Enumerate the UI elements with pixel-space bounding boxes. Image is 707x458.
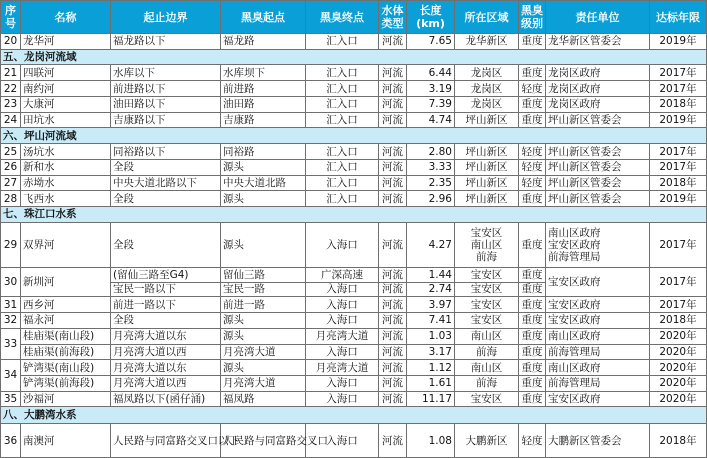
- table-row: [1, 144, 707, 160]
- start-cell: 源头: [221, 328, 306, 344]
- table-row: [1, 313, 707, 329]
- start-cell: 月亮湾大道: [221, 375, 306, 391]
- unit-cell: [546, 222, 650, 267]
- table-row: [1, 424, 707, 458]
- table-row: [1, 159, 707, 175]
- unit-cell: 宝安区政府: [546, 313, 650, 329]
- district-cell: [455, 222, 519, 267]
- table-row: [1, 34, 707, 50]
- year-cell: 2020年: [650, 328, 707, 344]
- type-cell: 河流: [379, 112, 407, 128]
- year-cell: 2019年: [650, 34, 707, 50]
- unit-cell: 坪山新区管委会: [546, 112, 650, 128]
- start-cell: 油田路: [221, 96, 306, 112]
- river-name: 双界河: [21, 222, 111, 267]
- district-cell: 前海: [455, 344, 519, 360]
- level-cell: 轻度: [519, 175, 546, 191]
- district-cell: 龙岗区: [455, 81, 519, 97]
- boundary-cell: (留仙三路至G4): [111, 267, 221, 282]
- boundary-cell: 月亮湾大道以东: [111, 328, 221, 344]
- type-cell: 河流: [379, 222, 407, 267]
- section-title: 八、大鹏湾水系: [1, 407, 707, 424]
- district-cell: 宝安区: [455, 297, 519, 313]
- section-row: [1, 407, 707, 424]
- end-cell: 入海口: [306, 344, 379, 360]
- cell-line: 前海: [476, 250, 497, 263]
- row-number: 23: [1, 96, 21, 112]
- level-cell: 重度: [519, 375, 546, 391]
- level-cell: 重度: [519, 34, 546, 50]
- section-title: 六、坪山河流域: [1, 128, 707, 144]
- end-cell: 入海口: [306, 391, 379, 407]
- district-cell: 坪山新区: [455, 112, 519, 128]
- start-cell: 留仙三路: [221, 267, 306, 282]
- row-number: 28: [1, 191, 21, 207]
- section-title: 七、珠江口水系: [1, 207, 707, 223]
- year-cell: 2018年: [650, 424, 707, 458]
- district-cell: 龙岗区: [455, 65, 519, 81]
- year-cell: 2018年: [650, 313, 707, 329]
- start-cell: 月亮湾大道: [221, 344, 306, 360]
- start-cell: 福龙路: [221, 34, 306, 50]
- type-cell: 河流: [379, 191, 407, 207]
- table-row: [1, 360, 707, 376]
- river-name: 福永河: [21, 313, 111, 329]
- header-year: 达标年限: [650, 1, 707, 34]
- year-cell: 2019年: [650, 112, 707, 128]
- length-cell: 4.74: [407, 112, 455, 128]
- length-cell: 3.97: [407, 297, 455, 313]
- year-cell: 2017年: [650, 144, 707, 160]
- row-number: 34: [1, 360, 21, 391]
- length-cell: 4.27: [407, 222, 455, 267]
- table-row: [1, 391, 707, 407]
- cell-line: 宝安区政府: [548, 238, 601, 251]
- start-cell: 源头: [221, 360, 306, 376]
- level-cell: 轻度: [519, 144, 546, 160]
- header-row: [1, 1, 707, 34]
- unit-cell: 龙岗区政府: [546, 65, 650, 81]
- header-name: 名称: [21, 1, 111, 34]
- row-number: 32: [1, 313, 21, 329]
- end-cell: 汇入口: [306, 96, 379, 112]
- year-cell: 2017年: [650, 159, 707, 175]
- type-cell: 河流: [379, 360, 407, 376]
- level-cell: 重度: [519, 96, 546, 112]
- start-cell: 中央大道北路: [221, 175, 306, 191]
- boundary-cell: 全段: [111, 222, 221, 267]
- district-cell: 龙岗区: [455, 96, 519, 112]
- unit-cell: 龙岗区政府: [546, 96, 650, 112]
- start-cell: 前进一路: [221, 297, 306, 313]
- header-start: 黑臭起点: [221, 1, 306, 34]
- district-cell: 南山区: [455, 360, 519, 376]
- year-cell: 2020年: [650, 375, 707, 391]
- start-cell: 同裕路: [221, 144, 306, 160]
- row-number: 27: [1, 175, 21, 191]
- boundary-cell: 全段: [111, 313, 221, 329]
- level-cell: 重度: [519, 391, 546, 407]
- river-name: 沙福河: [21, 391, 111, 407]
- unit-cell: 前海管理局: [546, 375, 650, 391]
- header-water-type: 水体类型: [379, 1, 407, 34]
- row-number: 21: [1, 65, 21, 81]
- level-cell: 重度: [519, 222, 546, 267]
- end-cell: 广深高速: [306, 267, 379, 282]
- end-cell: 入海口: [306, 424, 379, 458]
- cell-line: 宝安区: [470, 226, 503, 239]
- type-cell: 河流: [379, 328, 407, 344]
- table-row: [1, 344, 707, 360]
- unit-cell: 龙岗区政府: [546, 81, 650, 97]
- table-row: [1, 328, 707, 344]
- end-cell: 汇入口: [306, 175, 379, 191]
- table-row: [1, 297, 707, 313]
- header-district: 所在区域: [455, 1, 519, 34]
- table-row: [1, 191, 707, 207]
- row-number: 20: [1, 34, 21, 50]
- boundary-cell: 同裕路以下: [111, 144, 221, 160]
- level-cell: 重度: [519, 191, 546, 207]
- row-number: 30: [1, 267, 21, 296]
- table-row: [1, 222, 707, 267]
- type-cell: 河流: [379, 297, 407, 313]
- row-number: 29: [1, 222, 21, 267]
- section-title: 五、龙岗河流域: [1, 49, 707, 65]
- type-cell: 河流: [379, 424, 407, 458]
- boundary-cell: 前进一路以下: [111, 297, 221, 313]
- start-cell: 水库坝下: [221, 65, 306, 81]
- boundary-cell: 人民路与同富路交叉口以下: [111, 424, 221, 458]
- river-name: 南澳河: [21, 424, 111, 458]
- row-number: 22: [1, 81, 21, 97]
- cell-line: 南山区政府: [548, 226, 601, 239]
- district-cell: 龙华新区: [455, 34, 519, 50]
- length-cell: 1.61: [407, 375, 455, 391]
- start-cell: 福凤路: [221, 391, 306, 407]
- table-row: [1, 375, 707, 391]
- section-row: [1, 128, 707, 144]
- type-cell: 河流: [379, 81, 407, 97]
- level-cell: 重度: [519, 328, 546, 344]
- unit-cell: 坪山新区管委会: [546, 144, 650, 160]
- district-cell: 宝安区: [455, 267, 519, 282]
- river-name: 桂庙渠(南山段): [21, 328, 111, 344]
- header-boundary: 起止边界: [111, 1, 221, 34]
- end-cell: 入海口: [306, 375, 379, 391]
- length-cell: 6.44: [407, 65, 455, 81]
- length-cell: 2.74: [407, 282, 455, 297]
- district-cell: 坪山新区: [455, 191, 519, 207]
- end-cell: 汇入口: [306, 34, 379, 50]
- start-cell: 源头: [221, 159, 306, 175]
- end-cell: 汇入口: [306, 81, 379, 97]
- type-cell: 河流: [379, 375, 407, 391]
- boundary-cell: 全段: [111, 191, 221, 207]
- row-number: 26: [1, 159, 21, 175]
- level-cell: 重度: [519, 313, 546, 329]
- river-name: 田坑水: [21, 112, 111, 128]
- length-cell: 2.96: [407, 191, 455, 207]
- year-cell: 2018年: [650, 175, 707, 191]
- unit-cell: 宝安区政府: [546, 267, 650, 296]
- boundary-cell: 中央大道北路以下: [111, 175, 221, 191]
- boundary-cell: 水库以下: [111, 65, 221, 81]
- district-cell: 坪山新区: [455, 175, 519, 191]
- start-cell: 源头: [221, 313, 306, 329]
- district-cell: 前海: [455, 375, 519, 391]
- boundary-cell: 油田路以下: [111, 96, 221, 112]
- end-cell: 汇入口: [306, 191, 379, 207]
- length-cell: 3.17: [407, 344, 455, 360]
- river-name: 四联河: [21, 65, 111, 81]
- boundary-cell: 月亮湾大道以西: [111, 375, 221, 391]
- level-cell: 轻度: [519, 159, 546, 175]
- type-cell: 河流: [379, 144, 407, 160]
- start-cell: 吉康路: [221, 112, 306, 128]
- section-row: [1, 207, 707, 223]
- length-cell: 1.12: [407, 360, 455, 376]
- end-cell: 入海口: [306, 282, 379, 297]
- unit-cell: 坪山新区管委会: [546, 159, 650, 175]
- unit-cell: 南山区政府: [546, 360, 650, 376]
- river-name: 西乡河: [21, 297, 111, 313]
- length-cell: 3.19: [407, 81, 455, 97]
- start-cell: 宝民一路: [221, 282, 306, 297]
- cell-line: 前海管理局: [548, 250, 601, 263]
- river-name: 新圳河: [21, 267, 111, 296]
- river-name: 龙华河: [21, 34, 111, 50]
- river-name: 铲湾渠(南山段): [21, 360, 111, 376]
- length-cell: 7.39: [407, 96, 455, 112]
- start-cell: 前进路: [221, 81, 306, 97]
- river-name: 铲湾渠(前海段): [21, 375, 111, 391]
- unit-cell: 坪山新区管委会: [546, 175, 650, 191]
- cell-line: 南山区: [470, 238, 503, 251]
- district-cell: 坪山新区: [455, 159, 519, 175]
- length-cell: 3.33: [407, 159, 455, 175]
- level-cell: 重度: [519, 65, 546, 81]
- row-number: 25: [1, 144, 21, 160]
- district-cell: 宝安区: [455, 282, 519, 297]
- year-cell: 2017年: [650, 267, 707, 296]
- year-cell: 2017年: [650, 297, 707, 313]
- year-cell: 2017年: [650, 65, 707, 81]
- end-cell: 汇入口: [306, 112, 379, 128]
- year-cell: 2020年: [650, 344, 707, 360]
- table-row: [1, 267, 707, 282]
- year-cell: 2018年: [650, 96, 707, 112]
- end-cell: 汇入口: [306, 159, 379, 175]
- year-cell: 2019年: [650, 191, 707, 207]
- table-row: [1, 175, 707, 191]
- type-cell: 河流: [379, 34, 407, 50]
- level-cell: 重度: [519, 112, 546, 128]
- river-name: 大康河: [21, 96, 111, 112]
- length-cell: 1.08: [407, 424, 455, 458]
- end-cell: 月亮湾大道: [306, 360, 379, 376]
- length-cell: 2.35: [407, 175, 455, 191]
- district-cell: 宝安区: [455, 313, 519, 329]
- unit-cell: 宝安区政府: [546, 297, 650, 313]
- type-cell: 河流: [379, 267, 407, 282]
- level-cell: 重度: [519, 344, 546, 360]
- boundary-cell: 福凤路以下(函仔涌): [111, 391, 221, 407]
- row-number: 33: [1, 328, 21, 359]
- level-cell: 重度: [519, 360, 546, 376]
- boundary-cell: 月亮湾大道以东: [111, 360, 221, 376]
- boundary-cell: 福龙路以下: [111, 34, 221, 50]
- type-cell: 河流: [379, 96, 407, 112]
- river-name: 飞西水: [21, 191, 111, 207]
- header-length: 长度(km): [407, 1, 455, 34]
- length-cell: 2.80: [407, 144, 455, 160]
- start-cell: 源头: [221, 191, 306, 207]
- level-cell: 重度: [519, 267, 546, 282]
- unit-cell: 大鹏新区管委会: [546, 424, 650, 458]
- row-number: 36: [1, 424, 21, 458]
- end-cell: 汇入口: [306, 144, 379, 160]
- table-row: [1, 112, 707, 128]
- boundary-cell: 全段: [111, 159, 221, 175]
- boundary-cell: 吉康路以下: [111, 112, 221, 128]
- level-cell: 轻度: [519, 81, 546, 97]
- start-cell: 源头: [221, 222, 306, 267]
- table-row: [1, 96, 707, 112]
- row-number: 35: [1, 391, 21, 407]
- year-cell: 2017年: [650, 81, 707, 97]
- length-cell: 1.03: [407, 328, 455, 344]
- header-no: 序号: [1, 1, 21, 34]
- end-cell: 入海口: [306, 222, 379, 267]
- unit-cell: 宝安区政府: [546, 391, 650, 407]
- unit-cell: 南山区政府: [546, 328, 650, 344]
- header-unit: 责任单位: [546, 1, 650, 34]
- type-cell: 河流: [379, 282, 407, 297]
- river-name: 桂庙渠(前海段): [21, 344, 111, 360]
- river-name: 赤坳水: [21, 175, 111, 191]
- end-cell: 月亮湾大道: [306, 328, 379, 344]
- type-cell: 河流: [379, 65, 407, 81]
- type-cell: 河流: [379, 159, 407, 175]
- row-number: 24: [1, 112, 21, 128]
- section-row: [1, 49, 707, 65]
- river-name: 汤坑水: [21, 144, 111, 160]
- table-row: [1, 81, 707, 97]
- unit-cell: 坪山新区管委会: [546, 191, 650, 207]
- district-cell: 南山区: [455, 328, 519, 344]
- river-name: 南约河: [21, 81, 111, 97]
- year-cell: 2020年: [650, 360, 707, 376]
- unit-cell: 前海管理局: [546, 344, 650, 360]
- year-cell: 2017年: [650, 222, 707, 267]
- boundary-cell: 前进路以下: [111, 81, 221, 97]
- district-cell: 坪山新区: [455, 144, 519, 160]
- district-cell: 大鹏新区: [455, 424, 519, 458]
- table-row: [1, 65, 707, 81]
- length-cell: 11.17: [407, 391, 455, 407]
- type-cell: 河流: [379, 313, 407, 329]
- unit-cell: 龙华新区管委会: [546, 34, 650, 50]
- header-end: 黑臭终点: [306, 1, 379, 34]
- boundary-cell: 宝民一路以下: [111, 282, 221, 297]
- end-cell: 入海口: [306, 313, 379, 329]
- row-number: 31: [1, 297, 21, 313]
- river-name: 新和水: [21, 159, 111, 175]
- type-cell: 河流: [379, 391, 407, 407]
- year-cell: 2020年: [650, 391, 707, 407]
- length-cell: 1.44: [407, 267, 455, 282]
- end-cell: 汇入口: [306, 65, 379, 81]
- level-cell: 重度: [519, 297, 546, 313]
- length-cell: 7.65: [407, 34, 455, 50]
- level-cell: 重度: [519, 282, 546, 297]
- type-cell: 河流: [379, 344, 407, 360]
- district-cell: 宝安区: [455, 391, 519, 407]
- level-cell: 轻度: [519, 424, 546, 458]
- end-cell: 入海口: [306, 297, 379, 313]
- boundary-cell: 月亮湾大道以西: [111, 344, 221, 360]
- length-cell: 7.41: [407, 313, 455, 329]
- type-cell: 河流: [379, 175, 407, 191]
- header-level: 黑臭级别: [519, 1, 546, 34]
- start-cell: 人民路与同富路交叉口: [221, 424, 306, 458]
